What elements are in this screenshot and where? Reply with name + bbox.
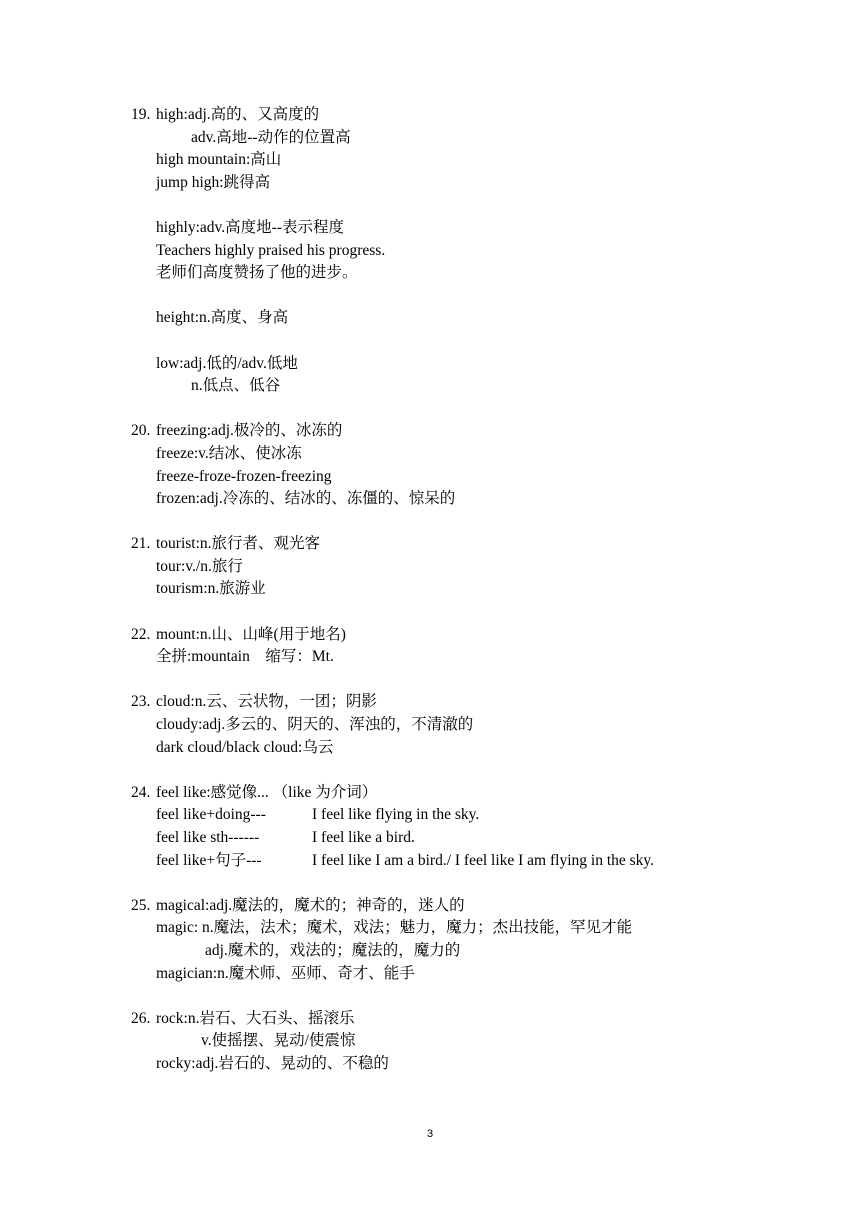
- entry-21-line: tour:v./n.旅行: [156, 557, 243, 575]
- spacer: [131, 330, 791, 353]
- entry-text: high:adj.高的、又高度的: [156, 106, 320, 123]
- entry-text: rock:n.岩石、大石头、摇滚乐: [156, 1009, 355, 1027]
- entry-number: 25.: [131, 896, 151, 914]
- spacer: [131, 669, 791, 692]
- entry-19-collocation: jump high:跳得高: [156, 173, 271, 191]
- entry-19-collocation: high mountain:高山: [156, 151, 282, 169]
- entry-25-line: magician:n.魔术师、巫师、奇才、能手: [156, 964, 415, 982]
- vocabulary-notes: [131, 104, 791, 1076]
- spacer: [131, 511, 791, 534]
- entry-number: 20.: [131, 422, 151, 440]
- example: I feel like flying in the sky.: [312, 806, 480, 824]
- entry-26-verb-sense: v.使摇摆、晃动/使震惊: [201, 1032, 356, 1050]
- pattern: feel like+doing---: [156, 806, 266, 824]
- entry-number: 24.: [131, 783, 151, 801]
- spacer: [131, 601, 791, 624]
- entry-26-line: rocky:adj.岩石的、晃动的、不稳的: [156, 1054, 389, 1072]
- entry-text: magical:adj.魔法的，魔术的；神奇的，迷人的: [156, 896, 465, 914]
- page-number: 3: [426, 1128, 434, 1140]
- entry-19-antonym-sense: n.低点、低谷: [191, 377, 281, 395]
- entry-number: 22.: [131, 625, 151, 643]
- entry-21-line: tourism:n.旅游业: [156, 580, 266, 598]
- entry-25-line: magic: n.魔法，法术；魔术，戏法；魅力，魔力；杰出技能，罕见才能: [156, 919, 633, 937]
- entry-text: feel like:感觉像... （like 为介词）: [156, 783, 378, 801]
- entry-text: freezing:adj.极冷的、冰冻的: [156, 422, 343, 440]
- example: I feel like a bird.: [312, 829, 415, 846]
- spacer: [131, 285, 791, 308]
- entry-number: 19.: [131, 106, 151, 123]
- spacer: [131, 872, 791, 895]
- spacer: [131, 985, 791, 1008]
- spacer: [131, 194, 791, 217]
- entry-19-antonym: low:adj.低的/adv.低地: [156, 354, 298, 372]
- entry-19-adv-sense: adv.高地--动作的位置高: [191, 128, 351, 146]
- entry-19-derivative: highly:adv.高度地--表示程度: [156, 218, 344, 236]
- entry-22-headword: [131, 624, 791, 647]
- entry-20-line: frozen:adj.冷冻的、结冰的、冻僵的、惊呆的: [156, 490, 456, 508]
- entry-19-headword: [131, 104, 791, 127]
- entry-22-line: 全拼:mountain 缩写：Mt.: [156, 648, 334, 666]
- entry-20-line: freeze:v.结冰、使冰冻: [156, 444, 302, 462]
- entry-23-headword: [131, 691, 791, 714]
- entry-24-pattern-row: [131, 850, 791, 873]
- entry-23-line: cloudy:adj.多云的、阴天的、浑浊的，不清澈的: [156, 716, 474, 734]
- entry-19-derivative: height:n.高度、身高: [156, 309, 289, 327]
- entry-25-headword: [131, 895, 791, 918]
- entry-24-pattern-row: [131, 827, 791, 850]
- entry-21-headword: [131, 533, 791, 556]
- entry-23-line: dark cloud/black cloud:乌云: [156, 738, 334, 756]
- entry-24-pattern-row: [131, 804, 791, 827]
- entry-19-translation: 老师们高度赞扬了他的进步。: [156, 264, 358, 282]
- entry-26-headword: [131, 1008, 791, 1031]
- pattern: feel like sth------: [156, 829, 260, 846]
- example: I feel like I am a bird./ I feel like I am flying in the sky.: [312, 851, 655, 869]
- spacer: [131, 398, 791, 421]
- entry-25-adj-sense: adj.魔术的，戏法的；魔法的，魔力的: [205, 941, 461, 959]
- entry-20-line: freeze-froze-frozen-freezing: [156, 467, 332, 485]
- entry-text: cloud:n.云、云状物，一团；阴影: [156, 693, 377, 711]
- entry-24-headword: [131, 782, 791, 805]
- entry-text: mount:n.山、山峰(用于地名): [156, 625, 346, 643]
- entry-number: 26.: [131, 1009, 151, 1027]
- entry-number: 23.: [131, 693, 151, 711]
- entry-20-headword: [131, 420, 791, 443]
- entry-number: 21.: [131, 535, 151, 553]
- pattern: feel like+句子---: [156, 851, 262, 869]
- entry-19-example: Teachers highly praised his progress.: [156, 241, 386, 259]
- spacer: [131, 759, 791, 782]
- entry-text: tourist:n.旅行者、观光客: [156, 535, 321, 553]
